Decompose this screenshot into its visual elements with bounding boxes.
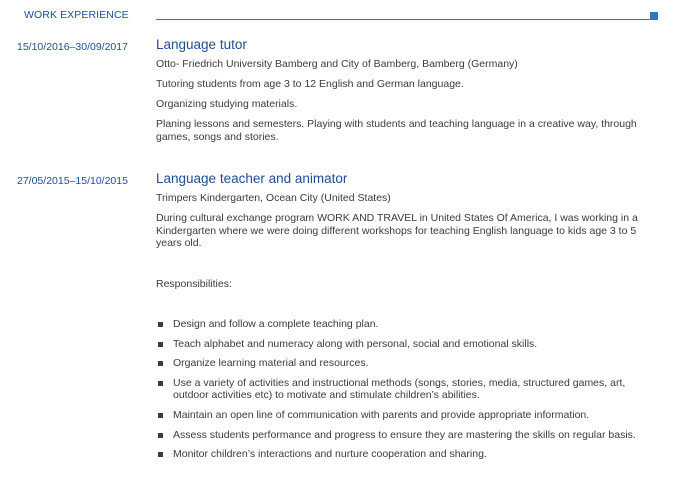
job-detail: Organizing studying materials. (156, 98, 298, 110)
section-marker-icon (650, 12, 658, 20)
list-item-text: Teach alphabet and numeracy along with personal, social and emotional skills. (173, 337, 538, 350)
job-title: Language tutor (156, 37, 247, 52)
job-date: 27/05/2015–15/10/2015 (17, 175, 128, 187)
list-item-text: Maintain an open line of communication with parents and provide appropriate information. (173, 408, 590, 421)
responsibilities-label: Responsibilities: (156, 278, 232, 290)
list-item-text: Organize learning material and resources. (173, 357, 369, 370)
list-item (156, 377, 656, 402)
list-item (156, 318, 656, 331)
bullet-square-icon (158, 452, 163, 457)
list-item-text: Use a variety of activities and instructional methods (songs, stories, media, structured games, art, outdoor activities etc) to motivate and stimulate children’s abilities. (173, 376, 626, 402)
job-date: 15/10/2016–30/09/2017 (17, 41, 128, 53)
list-item (156, 429, 656, 442)
list-item-text: Design and follow a complete teaching plan. (173, 318, 379, 330)
bullet-square-icon (158, 322, 163, 327)
list-item (156, 409, 656, 422)
job-description: During cultural exchange program WORK AND TRAVEL in United States Of America, I was working in a Kindergarten where we were doing different workshops for teaching English language to kids age 3 to 5 years old. (156, 212, 638, 250)
list-item (156, 448, 656, 461)
list-item-text: Monitor children’s interactions and nurture cooperation and sharing. (173, 448, 487, 461)
bullet-square-icon (158, 342, 163, 347)
job-title: Language teacher and animator (156, 171, 348, 186)
bullet-square-icon (158, 381, 163, 386)
bullet-square-icon (158, 413, 163, 418)
job-employer: Otto- Friedrich University Bamberg and City of Bamberg, Bamberg (Germany) (156, 58, 518, 70)
section-divider (156, 19, 650, 20)
job-detail: Planing lessons and semesters. Playing with students and teaching language in a creative way, through games, songs and stories. (156, 118, 637, 143)
job-employer: Trimpers Kindergarten, Ocean City (United States) (156, 192, 391, 204)
list-item (156, 357, 656, 370)
section-title: WORK EXPERIENCE (24, 9, 129, 21)
bullet-square-icon (158, 361, 163, 366)
bullet-square-icon (158, 433, 163, 438)
list-item (156, 338, 656, 351)
job-detail: Tutoring students from age 3 to 12 English and German language. (156, 78, 464, 90)
list-item-text: Assess students performance and progress to ensure they are mastering the skills on regular basis. (173, 428, 636, 441)
responsibilities-list (156, 318, 656, 468)
